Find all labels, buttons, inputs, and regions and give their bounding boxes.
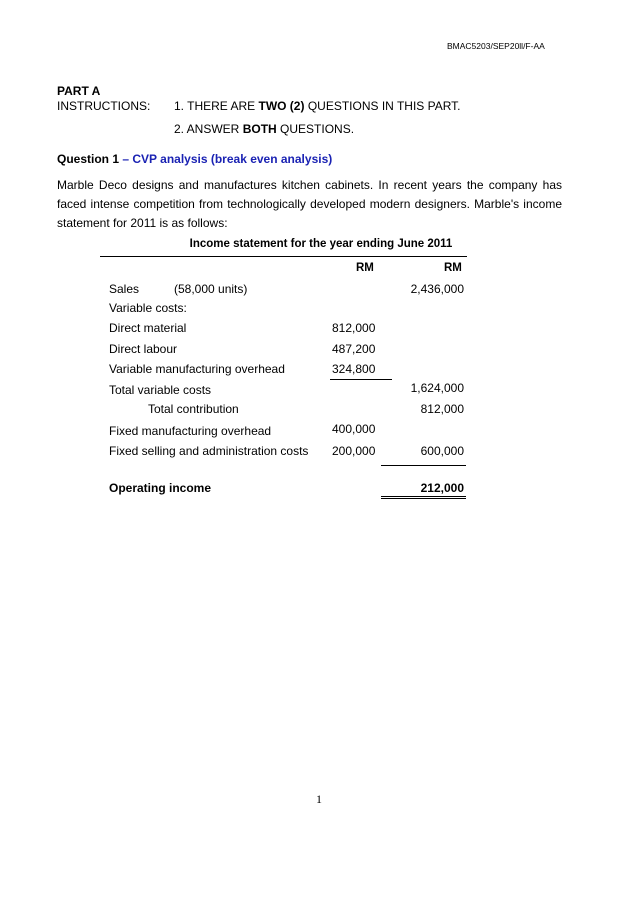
question-number: Question 1 — [57, 152, 123, 166]
operating-income-label: Operating income — [109, 481, 212, 495]
instructions-label: INSTRUCTIONS: — [57, 99, 151, 113]
instruction-2 — [174, 122, 354, 136]
direct-material-value: 812,000 — [332, 321, 376, 335]
operating-income-double-underline-2 — [381, 498, 466, 499]
fixed-selling-value: 200,000 — [332, 444, 376, 458]
variable-overhead-label: Variable manufacturing overhead — [109, 362, 285, 376]
operating-income-double-underline-1 — [381, 496, 466, 497]
instruction-2-post: QUESTIONS. — [276, 122, 355, 136]
direct-labour-value: 487,200 — [332, 342, 376, 356]
total-contribution-value: 812,000 — [420, 402, 464, 416]
direct-material-label: Direct material — [109, 321, 187, 335]
sales-units: (58,000 units) — [174, 282, 248, 296]
column-header-rm-1: RM — [356, 262, 374, 274]
question-topic: – CVP analysis (break even analysis) — [122, 152, 333, 166]
total-variable-costs-value: 1,624,000 — [410, 381, 464, 395]
total-contribution-label: Total contribution — [148, 402, 239, 416]
fixed-selling-label: Fixed selling and administration costs — [109, 444, 309, 458]
instruction-1-post: QUESTIONS IN THIS PART. — [304, 99, 461, 113]
instruction-2-bold: BOTH — [242, 122, 277, 136]
page-number: 1 — [316, 792, 322, 806]
instruction-2-pre: 2. ANSWER — [174, 122, 243, 136]
instruction-1-bold: TWO (2) — [258, 99, 305, 113]
document-code: BMAC5203/SEP20ll/F-AA — [447, 41, 545, 51]
instruction-1 — [174, 99, 461, 113]
variable-overhead-value: 324,800 — [332, 362, 376, 376]
total-variable-costs-label: Total variable costs — [109, 383, 212, 397]
question-heading — [57, 152, 332, 166]
sales-label: Sales — [109, 282, 140, 296]
fixed-manufacturing-value: 400,000 — [332, 422, 376, 436]
question-paragraph: Marble Deco designs and manufactures kitchen cabinets. In recent years the company has faced intense competition from technologically developed modern designers. Marble's income statement for 2011 is as follows: — [57, 178, 562, 230]
column-header-rm-2: RM — [444, 262, 462, 274]
variable-costs-label: Variable costs: — [109, 301, 187, 315]
sales-value: 2,436,000 — [410, 282, 464, 296]
part-title: PART A — [57, 84, 101, 98]
direct-labour-label: Direct labour — [109, 342, 178, 356]
instruction-1-pre: 1. THERE ARE — [174, 99, 259, 113]
statement-title: Income statement for the year ending June 2011 — [189, 238, 453, 250]
operating-income-value: 212,000 — [420, 481, 464, 495]
fixed-costs-underline — [381, 465, 466, 466]
fixed-manufacturing-label: Fixed manufacturing overhead — [109, 424, 272, 438]
variable-costs-underline — [330, 379, 392, 380]
statement-top-rule — [100, 256, 467, 257]
fixed-total-value: 600,000 — [420, 444, 464, 458]
